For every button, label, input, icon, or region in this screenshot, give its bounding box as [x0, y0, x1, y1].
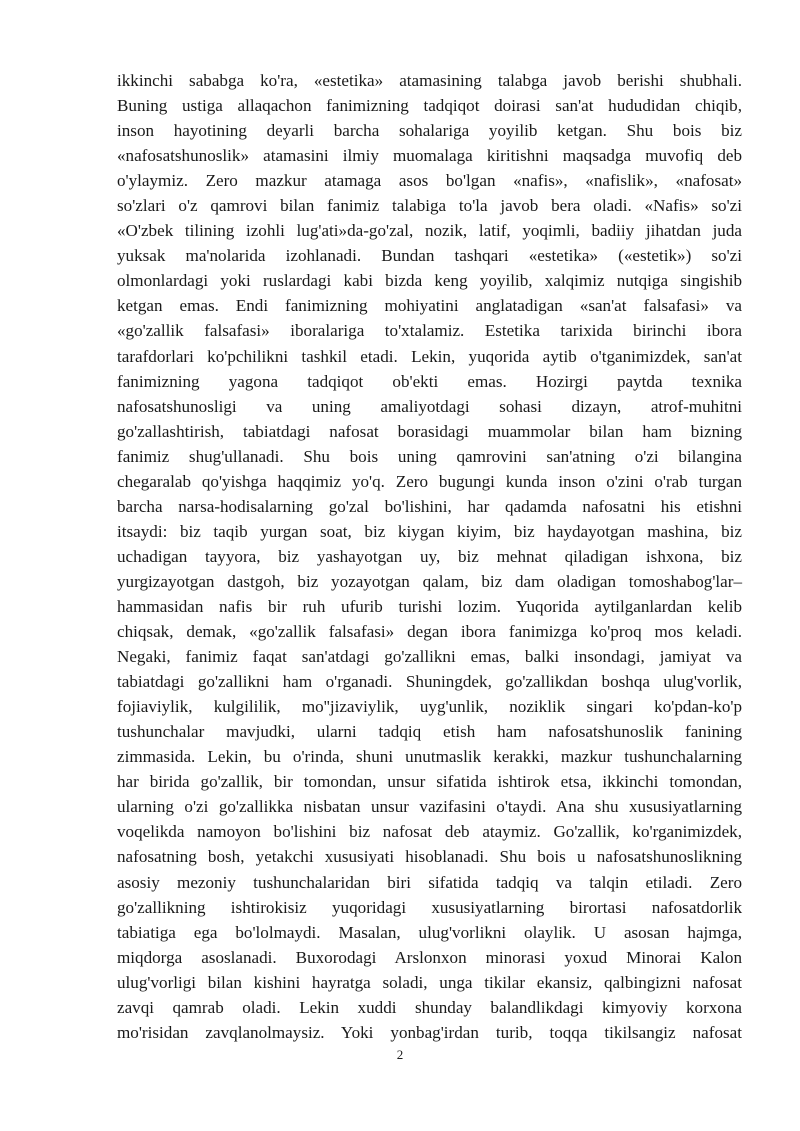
text-line: nafosatshunosligi va uning amaliyotdagi sohasi dizayn, atrof-muhitni	[117, 396, 742, 416]
text-line: go'zallikning ishtirokisiz yuqoridagi xususiyatlarning birortasi nafosatdorlik	[117, 897, 742, 917]
text-line: inson hayotining deyarli barcha sohalariga yoyilib ketgan. Shu bois biz	[117, 121, 742, 141]
text-line: o'ylaymiz. Zero mazkur atamaga asos bo'lgan «nafis», «nafislik», «nafosat»	[117, 171, 742, 191]
text-line: Buning ustiga allaqachon fanimizning tadqiqot doirasi san'at hududidan chiqib,	[117, 96, 742, 116]
text-line: olmonlardagi yoki ruslardagi kabi bizda keng yoyilib, xalqimiz nutqiga singishib	[117, 271, 742, 291]
text-line: hammasidan nafis bir ruh ufurib turishi lozim. Yuqorida aytilganlardan kelib	[117, 596, 742, 616]
text-line: barcha narsa-hodisalarning go'zal bo'lishini, har qadamda nafosatni his etishni	[117, 496, 742, 516]
text-line: fanimiz shug'ullanadi. Shu bois uning qamrovini san'atning o'zi bilangina	[117, 446, 742, 466]
text-line: chiqsak, demak, «go'zallik falsafasi» degan ibora fanimizga ko'proq mos keladi.	[117, 622, 742, 642]
text-line: miqdorga asoslanadi. Buxorodagi Arslonxon minorasi yoxud Minorai Kalon	[117, 947, 742, 967]
text-line: tabiatiga ega bo'lolmaydi. Masalan, ulug'vorlikni olaylik. U asosan hajmga,	[117, 922, 742, 942]
text-line: nafosatning bosh, yetakchi xususiyati hisoblanadi. Shu bois u nafosatshunoslikning	[117, 847, 742, 867]
text-line: zavqi qamrab oladi. Lekin xuddi shunday balandlikdagi kimyoviy korxona	[117, 997, 742, 1017]
text-line: «go'zallik falsafasi» iboralariga to'xtalamiz. Estetika tarixida birinchi ibora	[117, 321, 742, 341]
text-line: fanimizning yagona tadqiqot ob'ekti emas. Hozirgi paytda texnika	[117, 371, 742, 391]
text-line: Negaki, fanimiz faqat san'atdagi go'zallikni emas, balki insondagi, jamiyat va	[117, 647, 742, 667]
page-number: 2	[396, 1047, 404, 1062]
body-paragraph	[117, 68, 742, 1045]
text-line: asosiy mezoniy tushunchalaridan biri sifatida tadqiq va talqin etiladi. Zero	[117, 872, 742, 892]
text-line: ularning o'zi go'zallikka nisbatan unsur vazifasini o'taydi. Ana shu xususiyatlarning	[117, 797, 742, 817]
text-line: go'zallashtirish, tabiatdagi nafosat borasidagi muammolar bilan ham bizning	[117, 421, 742, 441]
text-line: uchadigan tayyora, biz yashayotgan uy, biz mehnat qiladigan ishxona, biz	[117, 546, 742, 566]
text-line: tushunchalar mavjudki, ularni tadqiq etish ham nafosatshunoslik fanining	[117, 722, 742, 742]
text-line: «O'zbek tilining izohli lug'ati»da-go'zal, nozik, latif, yoqimli, badiiy jihatdan juda	[117, 221, 742, 241]
text-line: «nafosatshunoslik» atamasini ilmiy muomalaga kiritishni maqsadga muvofiq deb	[117, 146, 742, 166]
text-line: yuksak ma'nolarida izohlanadi. Bundan tashqari «estetika» («estetik») so'zi	[117, 246, 742, 266]
text-line: mo'risidan zavqlanolmaysiz. Yoki yonbag'irdan turib, toqqa tikilsangiz nafosat	[117, 1022, 742, 1042]
text-line: har birida go'zallik, bir tomondan, unsur sifatida ishtirok etsa, ikkinchi tomondan,	[117, 772, 742, 792]
text-line: fojiaviylik, kulgililik, mo''jizaviylik, uyg'unlik, noziklik singari ko'pdan-ko'p	[117, 697, 742, 717]
text-line: ketgan emas. Endi fanimizning mohiyatini anglatadigan «san'at falsafasi» va	[117, 296, 742, 316]
text-line: ikkinchi sababga ko'ra, «estetika» atamasining talabga javob berishi shubhali.	[117, 71, 742, 90]
text-line: tabiatdagi go'zallikni ham o'rganadi. Shuningdek, go'zallikdan boshqa ulug'vorlik,	[117, 672, 742, 692]
text-line: chegaralab qo'yishga haqqimiz yo'q. Zero bugungi kunda inson o'zini o'rab turgan	[117, 471, 742, 491]
text-line: voqelikda namoyon bo'lishini biz nafosat deb ataymiz. Go'zallik, ko'rganimizdek,	[117, 822, 742, 842]
text-line: yurgizayotgan dastgoh, biz yozayotgan qalam, biz dam oladigan tomoshabog'lar–	[117, 571, 742, 591]
text-line: itsaydi: biz taqib yurgan soat, biz kiygan kiyim, biz haydayotgan mashina, biz	[117, 521, 742, 541]
text-line: tarafdorlari ko'pchilikni tashkil etadi. Lekin, yuqorida aytib o'tganimizdek, san'at	[117, 346, 742, 366]
text-line: zimmasida. Lekin, bu o'rinda, shuni unutmaslik kerakki, mazkur tushunchalarning	[117, 747, 742, 767]
text-line: ulug'vorligi bilan kishini hayratga soladi, unga tikilar ekansiz, qalbingizni nafosat	[117, 972, 742, 992]
text-line: so'zlari o'z qamrovi bilan fanimiz talabiga to'la javob bera oladi. «Nafis» so'zi	[117, 196, 742, 216]
